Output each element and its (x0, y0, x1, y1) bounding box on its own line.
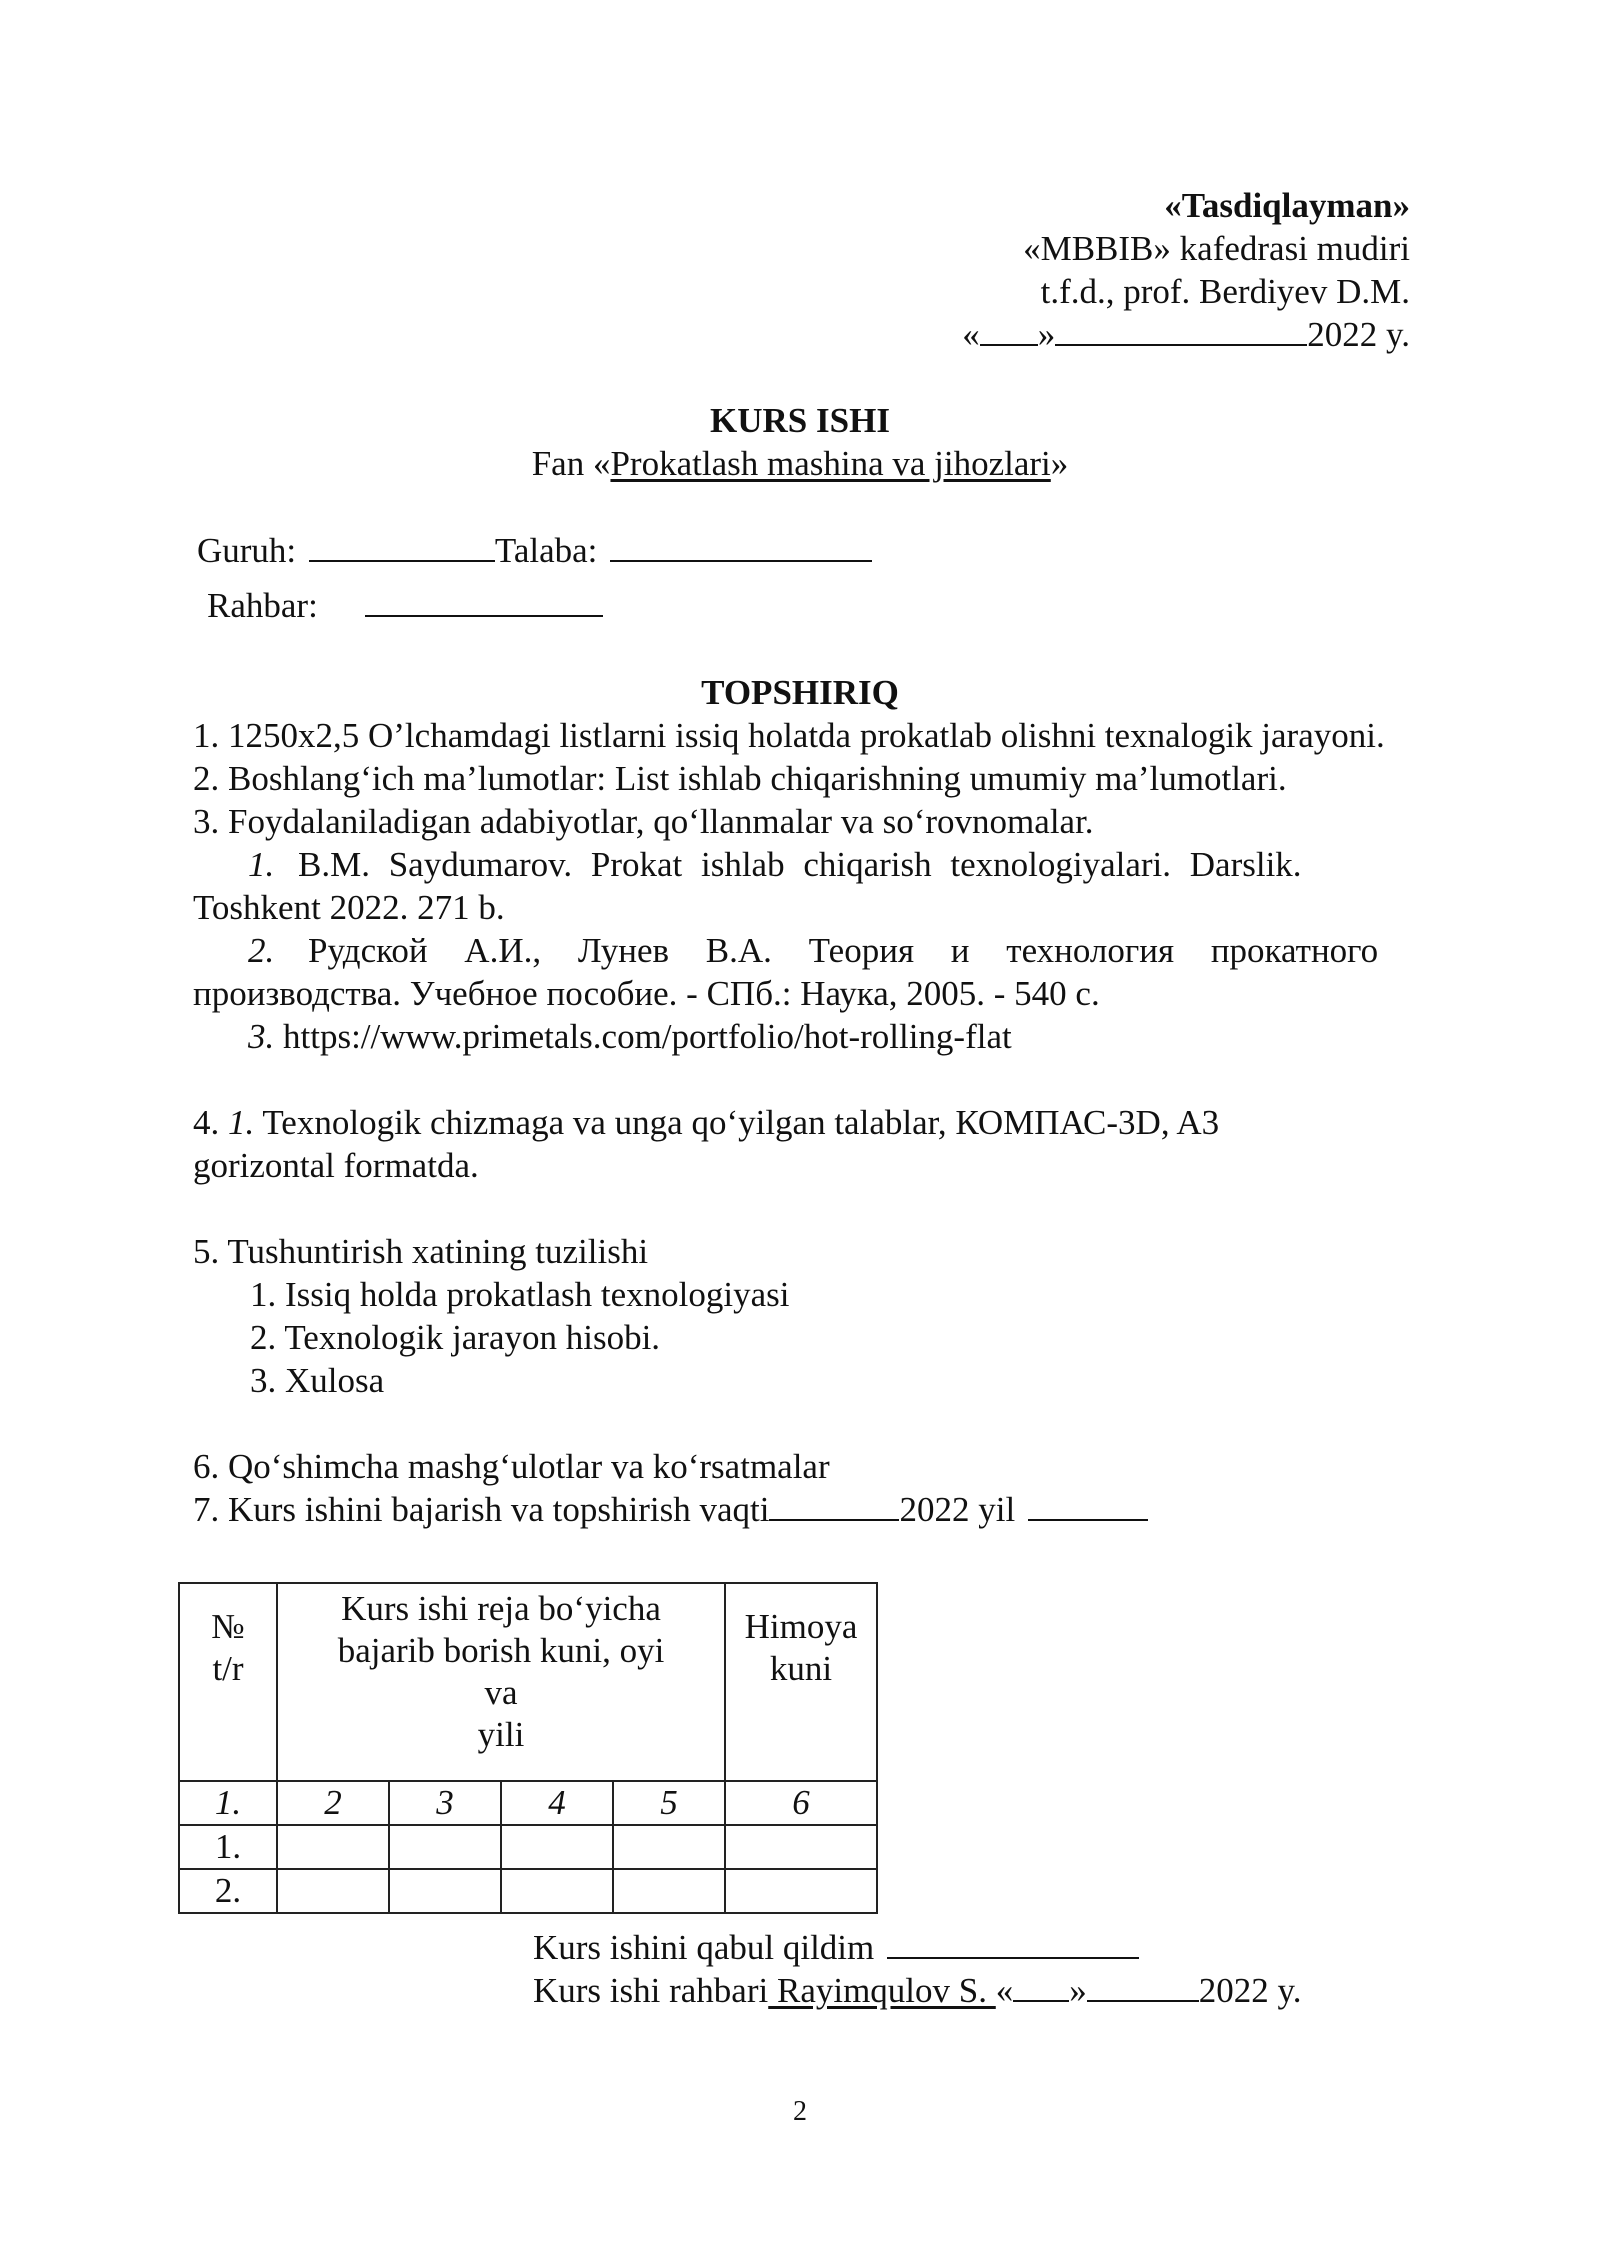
signoff-day-blank (1013, 1970, 1069, 2002)
page-number: 2 (793, 2096, 807, 2127)
table-cell: 5 (613, 1781, 725, 1825)
header-defense-cell (725, 1583, 877, 1781)
task-item-4 (193, 1101, 1219, 1144)
table-cell[interactable] (613, 1869, 725, 1913)
header-number-cell (179, 1583, 277, 1781)
accepted-label: Kurs ishini qabul qildim (533, 1928, 875, 1967)
table-cell: 3 (389, 1781, 501, 1825)
table-cell[interactable] (277, 1869, 389, 1913)
signoff-month-blank (1087, 1970, 1199, 2002)
reference-2-text: Рудской А.И., Лунев В.А. Теория и технология прокатного (308, 931, 1379, 970)
approval-position: «MBBIB» kafedrasi mudiri (1023, 229, 1410, 268)
reference-1-text: B.M. Saydumarov. Prokat ishlab chiqarish texnologiyalari. Darslik. (298, 845, 1302, 884)
accepted-blank (887, 1927, 1139, 1959)
task-item-4-continued: gorizontal formatda. (193, 1146, 479, 1185)
table-header-row (179, 1583, 877, 1781)
group-label: Guruh: (197, 531, 297, 570)
approval-date (962, 313, 1410, 356)
group-student-line (197, 529, 872, 572)
advisor-blank (365, 585, 603, 617)
header-plan-line-2: bajarib borish kuni, oyi (337, 1631, 665, 1670)
header-plan-line-3: va (484, 1673, 518, 1712)
task-item-6: 6. Qo‘shimcha mashg‘ulotlar va ko‘rsatmalar (193, 1447, 830, 1486)
header-number-line-1: № (211, 1607, 245, 1646)
header-number-line-2: t/r (212, 1649, 244, 1688)
header-plan-line-1: Kurs ishi reja bo‘yicha (341, 1589, 661, 1628)
task-item-4-number: 4. (193, 1103, 220, 1142)
table-cell: 6 (725, 1781, 877, 1825)
header-plan-cell (277, 1583, 725, 1781)
task-item-4-subnumber: 1. (228, 1103, 255, 1142)
subject-prefix: Fan « (531, 444, 611, 483)
accepted-line (533, 1926, 1139, 1969)
task-item-1: 1. 1250x2,5 O’lchamdagi listlarni issiq holatda prokatlab olishni texnalogik jarayoni. (193, 716, 1385, 755)
table-cell[interactable] (501, 1825, 613, 1869)
table-row (179, 1825, 877, 1869)
date-close-quote: » (1037, 315, 1056, 354)
signoff-date-open-quote: « (995, 1971, 1014, 2010)
table-number-row (179, 1781, 877, 1825)
subject-name: Prokatlash mashina va jihozlari (610, 444, 1051, 483)
document-title: KURS ISHI (710, 401, 890, 440)
group-blank (309, 530, 495, 562)
reference-1-number: 1. (248, 845, 275, 884)
table-cell: 2. (179, 1869, 277, 1913)
table-cell[interactable] (277, 1825, 389, 1869)
task-item-7-label: 7. Kurs ishini bajarish va topshirish vaqti (193, 1490, 770, 1529)
task-item-5-sub-1: 1. Issiq holda prokatlash texnologiyasi (250, 1275, 790, 1314)
advisor-signoff-label: Kurs ishi rahbari (533, 1971, 769, 2010)
student-blank (610, 530, 872, 562)
reference-3-number: 3. (248, 1017, 275, 1056)
approval-title: «Tasdiqlayman» (1164, 186, 1410, 225)
task-item-5: 5. Tushuntirish xatining tuzilishi (193, 1232, 649, 1271)
reference-2-number: 2. (248, 931, 275, 970)
table-cell: 4 (501, 1781, 613, 1825)
task-item-4-text: Texnologik chizmaga va unga qo‘yilgan talablar, КОМПАС-3D, A3 (262, 1103, 1220, 1142)
table-cell[interactable] (725, 1869, 877, 1913)
reference-3 (248, 1015, 1012, 1058)
reference-1 (248, 843, 1410, 886)
table-row (179, 1869, 877, 1913)
reference-1-continued: Toshkent 2022. 271 b. (193, 888, 505, 927)
advisor-signoff-line (533, 1969, 1302, 2012)
approval-person: t.f.d., prof. Berdiyev D.M. (1040, 272, 1410, 311)
task-item-5-sub-2: 2. Texnologik jarayon hisobi. (250, 1318, 661, 1357)
deadline-blank-1 (769, 1489, 899, 1521)
table-cell[interactable] (389, 1869, 501, 1913)
day-blank (980, 314, 1038, 346)
advisor-line (207, 584, 603, 627)
header-defense-line-2: kuni (769, 1649, 833, 1688)
task-item-7-year: 2022 yil (899, 1490, 1016, 1529)
month-blank (1055, 314, 1307, 346)
student-label: Talaba: (494, 531, 598, 570)
reference-3-link[interactable]: https://www.primetals.com/portfolio/hot-rolling-flat (283, 1017, 1012, 1056)
table-cell[interactable] (613, 1825, 725, 1869)
table-cell: 1. (179, 1825, 277, 1869)
subject-suffix: » (1050, 444, 1069, 483)
table-cell[interactable] (501, 1869, 613, 1913)
reference-2-continued: производства. Учебное пособие. - СПб.: Наука, 2005. - 540 с. (193, 974, 1100, 1013)
table-cell[interactable] (725, 1825, 877, 1869)
schedule-table (178, 1582, 878, 1914)
task-item-5-sub-3: 3. Xulosa (250, 1361, 385, 1400)
header-plan-line-4: yili (477, 1715, 525, 1754)
advisor-label: Rahbar: (207, 586, 318, 625)
table-cell: 1. (179, 1781, 277, 1825)
task-item-2: 2. Boshlang‘ich ma’lumotlar: List ishlab chiqarishning umumiy ma’lumotlari. (193, 759, 1287, 798)
task-item-3: 3. Foydalaniladigan adabiyotlar, qo‘llanmalar va so‘rovnomalar. (193, 802, 1094, 841)
task-item-7 (193, 1488, 1148, 1531)
task-title: TOPSHIRIQ (701, 673, 899, 712)
table-cell: 2 (277, 1781, 389, 1825)
table-cell[interactable] (389, 1825, 501, 1869)
reference-2 (248, 929, 1410, 972)
advisor-signoff-name: Rayimqulov S. (768, 1971, 996, 2010)
header-defense-line-1: Himoya (744, 1607, 858, 1646)
date-year: 2022 y. (1307, 315, 1410, 354)
deadline-blank-2 (1028, 1489, 1148, 1521)
signoff-year: 2022 y. (1198, 1971, 1302, 2010)
date-open-quote: « (962, 315, 980, 354)
subject-line (0, 442, 1600, 485)
signoff-date-close-quote: » (1069, 1971, 1087, 2010)
